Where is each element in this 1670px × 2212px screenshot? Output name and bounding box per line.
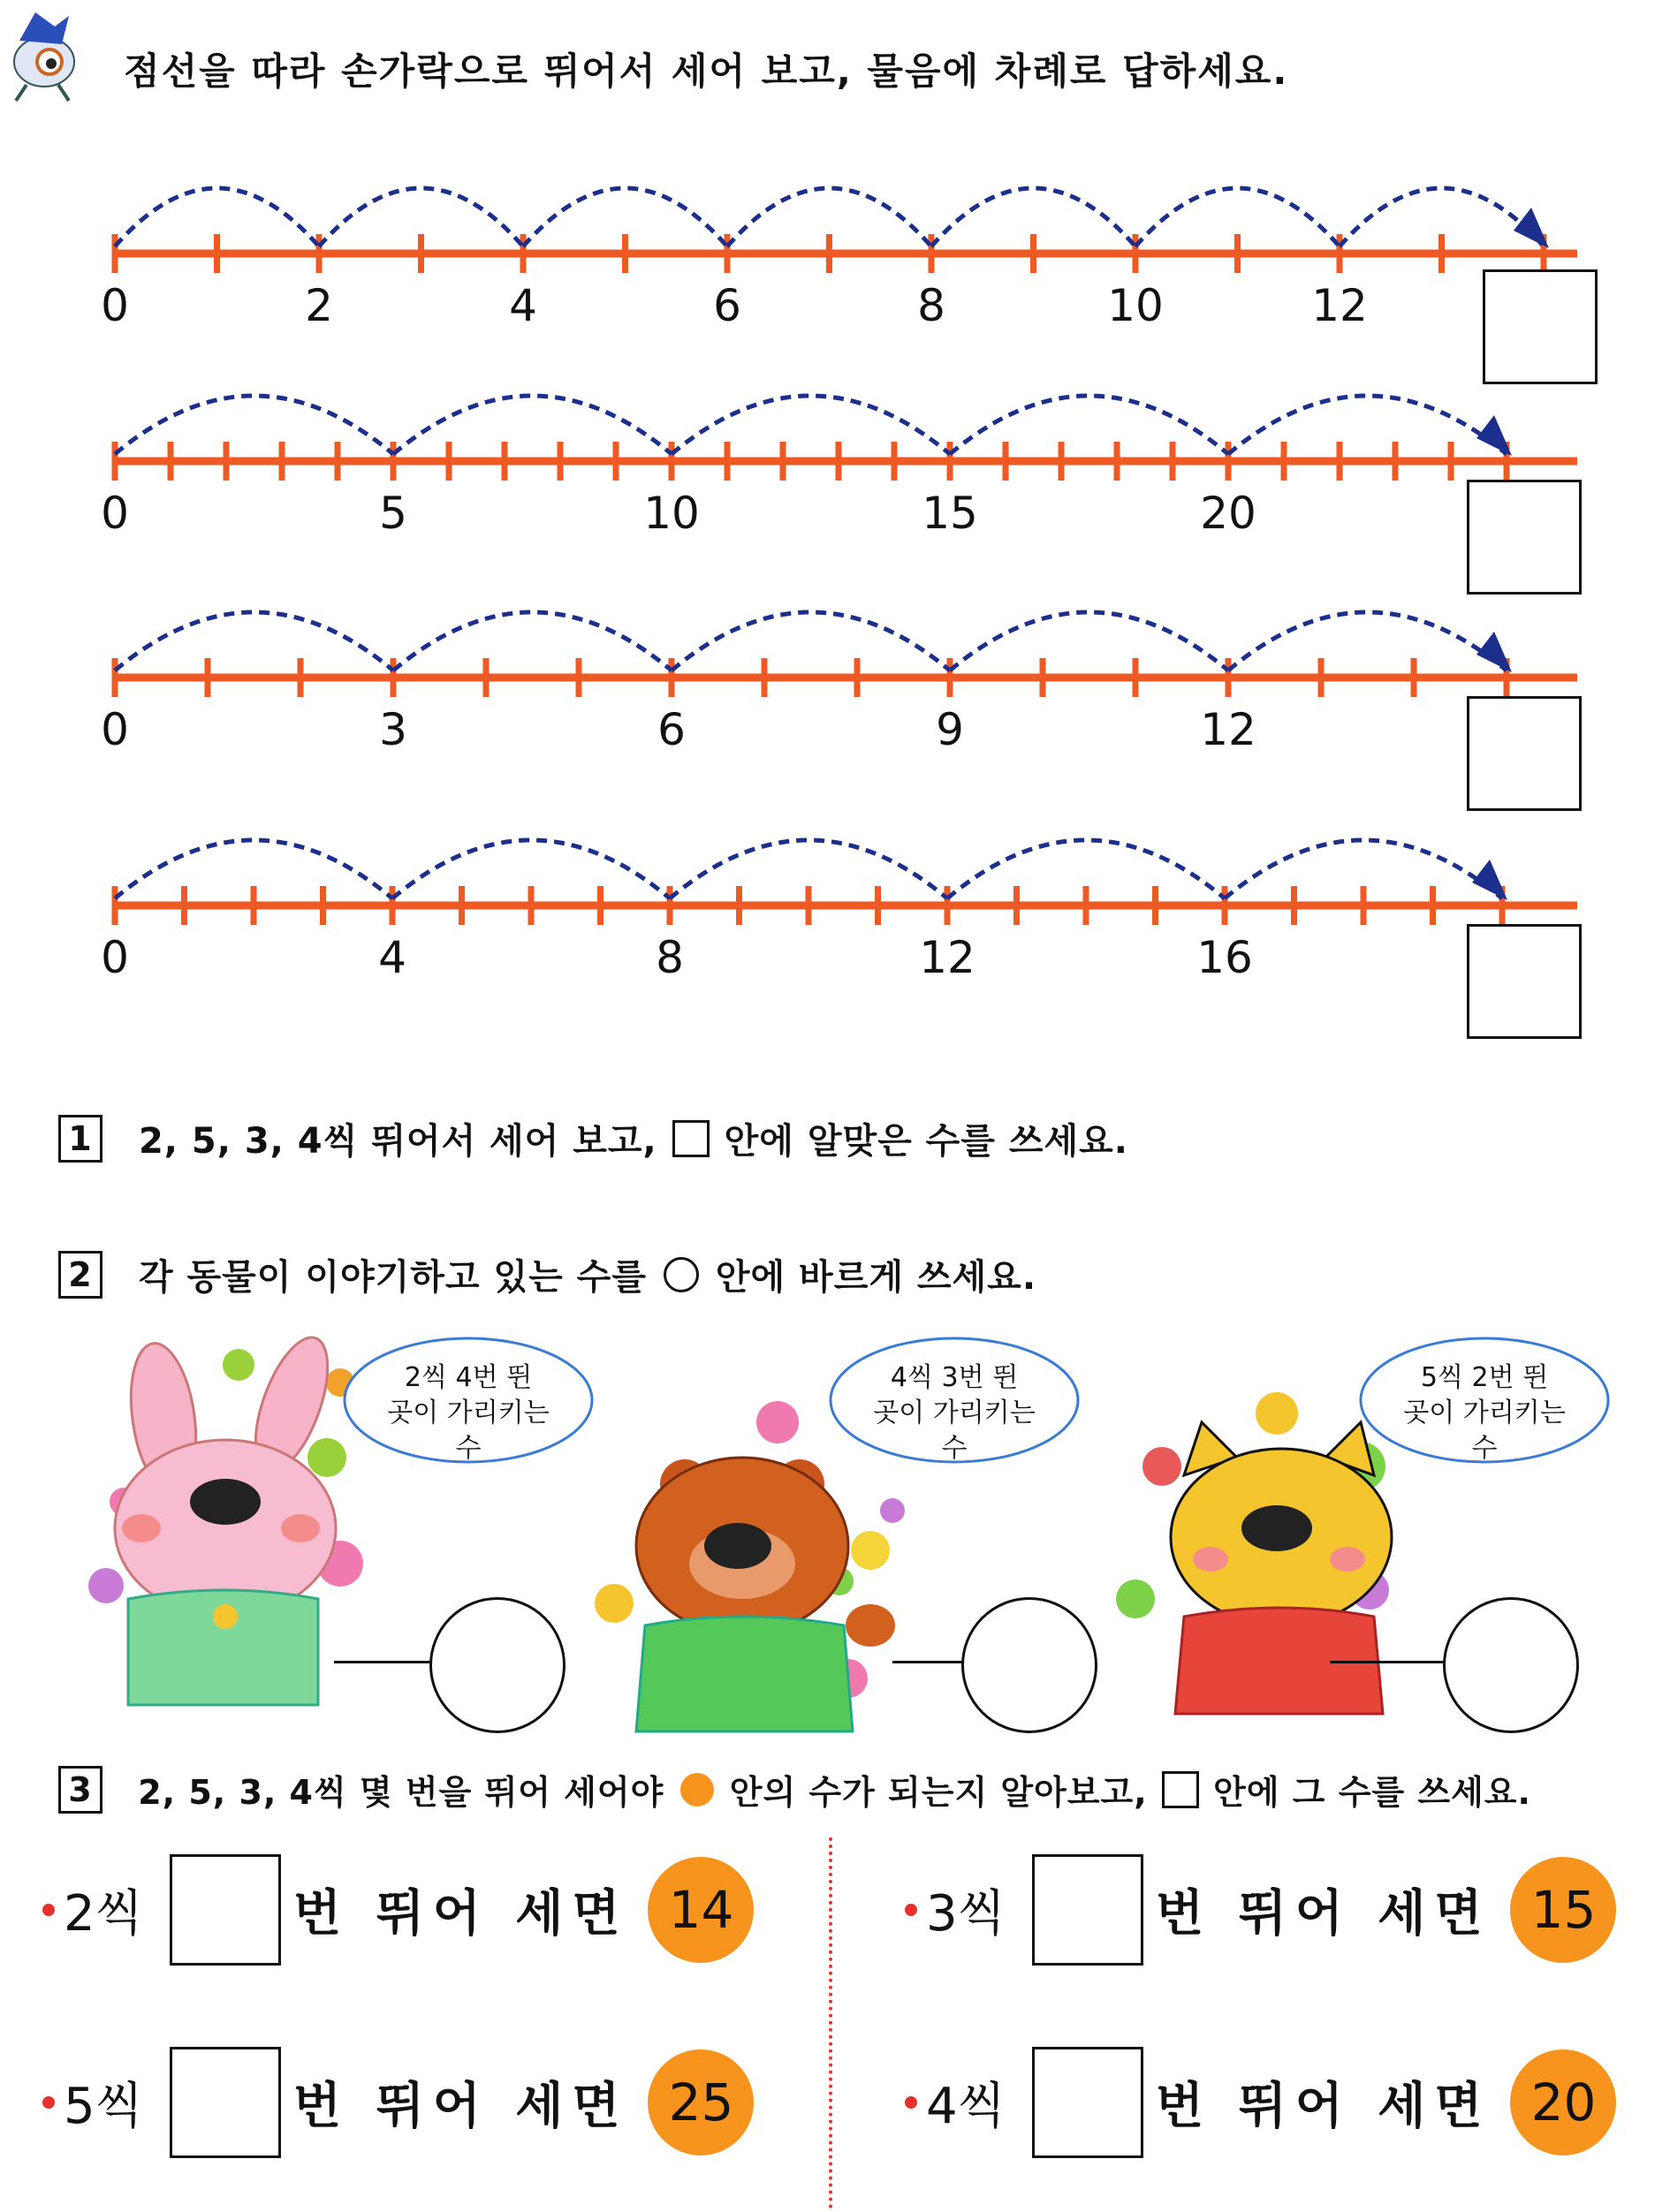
number-label: 9: [936, 704, 964, 755]
speech-text-tiger: 5씩 2번 뛴 곳이 가리키는 수: [1403, 1362, 1566, 1464]
instruction-text: 점선을 따라 손가락으로 뛰어서 세어 보고, 물음에 차례로 답하세요.: [124, 49, 1289, 93]
rabbit-illustration: [115, 1329, 342, 1705]
connector-line: [892, 1661, 963, 1663]
answer-box-line2[interactable]: [1467, 480, 1582, 595]
speech-text-bear: 4씩 3번 뛴 곳이 가리키는 수: [873, 1362, 1036, 1464]
connector-line: [334, 1661, 431, 1663]
arrow-head-icon: [1472, 860, 1507, 900]
step-label: 5씩: [64, 2078, 143, 2135]
number-line-1: [115, 188, 1577, 273]
question-number: 2: [58, 1251, 102, 1299]
jump-arc: [393, 396, 672, 454]
jump-arc: [950, 612, 1228, 670]
exercise-text: 번 뛰어 세면: [1156, 1885, 1492, 1943]
question-text: 안에 바르게 쓰세요.: [715, 1257, 1037, 1298]
circle-symbol-icon: [664, 1257, 699, 1292]
number-label: 0: [101, 932, 129, 983]
arrow-head-icon: [1476, 415, 1512, 456]
number-label: 8: [917, 280, 945, 331]
question-text: 안의 수가 되는지 알아보고,: [729, 1773, 1148, 1812]
question-text: 각 동물이 이야기하고 있는 수를: [138, 1257, 647, 1298]
arrow-head-icon: [1476, 632, 1512, 672]
number-label: 4: [509, 280, 537, 331]
number-label: 16: [1196, 932, 1253, 983]
square-symbol-icon: [1162, 1771, 1199, 1808]
tiger-illustration: [1171, 1422, 1392, 1714]
number-label: 12: [919, 932, 975, 983]
question-text: 2, 5, 3, 4씩 몇 번을 뛰어 세어야: [138, 1773, 664, 1812]
answer-box[interactable]: [1032, 1854, 1143, 1966]
number-label: 10: [1107, 280, 1164, 331]
answer-box[interactable]: [170, 2047, 281, 2158]
exercise-row: [905, 1855, 1616, 1965]
answer-circle-tiger[interactable]: [1443, 1597, 1579, 1733]
arrow-head-icon: [1514, 208, 1549, 248]
number-line-3: [115, 612, 1577, 697]
square-symbol-icon: [672, 1120, 710, 1157]
answer-circle-rabbit[interactable]: [429, 1597, 566, 1733]
orange-dot-icon: [680, 1773, 714, 1807]
question-1: [58, 1113, 1128, 1163]
target-number: 15: [1510, 1857, 1616, 1963]
number-label: 8: [656, 932, 684, 983]
exercise-row: [42, 1855, 754, 1965]
step-label: 4씩: [926, 2078, 1006, 2135]
jump-arc: [1228, 396, 1507, 454]
answer-box-line4[interactable]: [1467, 924, 1582, 1039]
target-number: 14: [648, 1857, 754, 1963]
target-number: 25: [648, 2049, 754, 2155]
step-label: 3씩: [926, 1885, 1006, 1943]
number-label: 12: [1200, 704, 1256, 755]
exercise-text: 번 뛰어 세면: [293, 1885, 629, 1943]
question-number: 1: [58, 1115, 102, 1163]
question-text: 안에 알맞은 수를 쓰세요.: [724, 1121, 1128, 1162]
answer-circle-bear[interactable]: [961, 1597, 1097, 1733]
jump-arc: [672, 612, 950, 670]
jump-arc: [393, 612, 672, 670]
number-label: 12: [1311, 280, 1368, 331]
bullet-icon: [905, 1904, 917, 1916]
answer-box-line3[interactable]: [1467, 696, 1582, 811]
number-label: 15: [922, 488, 978, 539]
jump-arc: [950, 396, 1228, 454]
number-label: 0: [101, 704, 129, 755]
exercise-text: 번 뛰어 세면: [293, 2078, 629, 2135]
jump-arc: [672, 396, 950, 454]
question-number: 3: [58, 1766, 102, 1814]
step-label: 2씩: [64, 1885, 143, 1943]
bullet-icon: [905, 2096, 917, 2109]
answer-box[interactable]: [1032, 2047, 1143, 2158]
number-label: 4: [378, 932, 406, 983]
number-label: 6: [713, 280, 741, 331]
question-text: 2, 5, 3, 4씩 뛰어서 세어 보고,: [138, 1121, 657, 1162]
bullet-icon: [42, 1904, 55, 1916]
number-label: 3: [379, 704, 407, 755]
exercise-row: [42, 2048, 754, 2157]
number-label: 10: [643, 488, 700, 539]
divider: [829, 1837, 832, 2208]
number-label: 0: [101, 488, 129, 539]
jump-arc: [115, 612, 393, 670]
number-label: 2: [305, 280, 333, 331]
jump-arc: [115, 396, 393, 454]
target-number: 20: [1510, 2049, 1616, 2155]
answer-box[interactable]: [170, 1854, 281, 1966]
number-line-4: [115, 840, 1577, 925]
bullet-icon: [42, 2096, 55, 2109]
connector-line: [1330, 1661, 1445, 1663]
exercise-row: [905, 2048, 1616, 2157]
number-label: 20: [1200, 488, 1256, 539]
question-3: [58, 1765, 1531, 1814]
number-label: 6: [657, 704, 686, 755]
number-label: 0: [101, 280, 129, 331]
jump-arc: [1228, 612, 1507, 670]
number-line-2: [115, 396, 1577, 481]
exercise-text: 번 뛰어 세면: [1156, 2078, 1492, 2135]
number-lines-svg: [0, 0, 1670, 1025]
answer-box-line1[interactable]: [1483, 269, 1598, 384]
speech-text-rabbit: 2씩 4번 뛴 곳이 가리키는 수: [387, 1362, 550, 1464]
number-label: 5: [379, 488, 407, 539]
question-text: 안에 그 수를 쓰세요.: [1213, 1773, 1531, 1812]
question-2: [58, 1249, 1036, 1299]
